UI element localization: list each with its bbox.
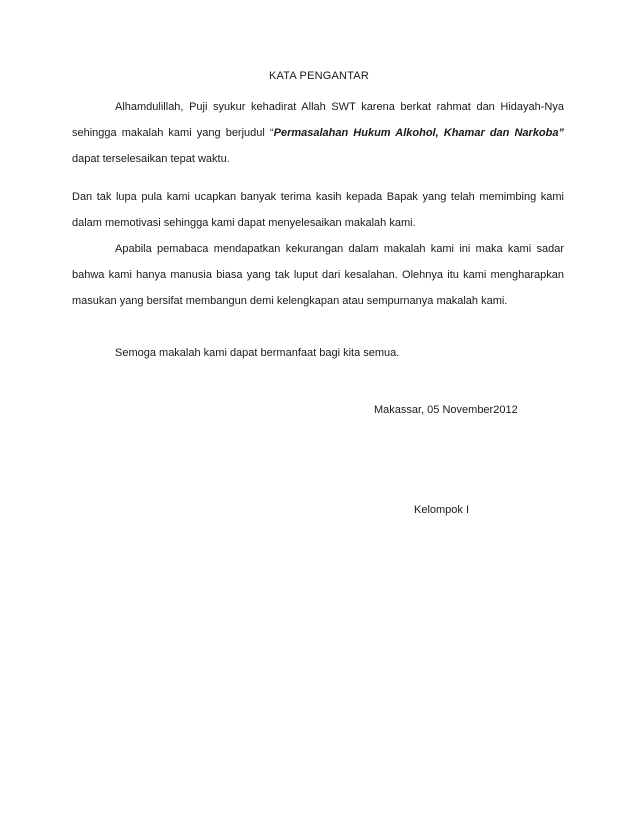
author-signature: Kelompok I — [414, 504, 470, 516]
paragraph-intro-text: Alhamdulillah, Puji syukur kehadirat Allah SWT karena berkat rahmat dan Hidayah-Nya sehingga makalah kami yang berjudul “ — [72, 101, 564, 139]
place-date: Makassar, 05 November2012 — [374, 404, 518, 416]
paragraph-apology: Apabila pemabaca mendapatkan kekurangan dalam makalah kami ini maka kami sadar bahwa kami hanya manusia biasa yang tak luput dari kesalahan. Olehnya itu kami mengharapkan masukan yang bersifat membangun demi kelengkapan atau sempurnanya makalah kami. — [72, 243, 564, 307]
paragraph-intro — [72, 94, 564, 172]
page-title: KATA PENGANTAR — [269, 70, 369, 82]
paper-title-emphasis: Permasalahan Hukum Alkohol, Khamar dan Narkoba” — [273, 127, 564, 139]
paragraph-thanks: Dan tak lupa pula kami ucapkan banyak terima kasih kepada Bapak yang telah memimbing kami dalam memotivasi sehingga kami dapat menyelesaikan makalah kami. — [72, 191, 564, 229]
paragraph-closing: Semoga makalah kami dapat bermanfaat bagi kita semua. — [115, 347, 400, 359]
paragraph-intro-end: dapat terselesaikan tepat waktu. — [72, 153, 230, 165]
